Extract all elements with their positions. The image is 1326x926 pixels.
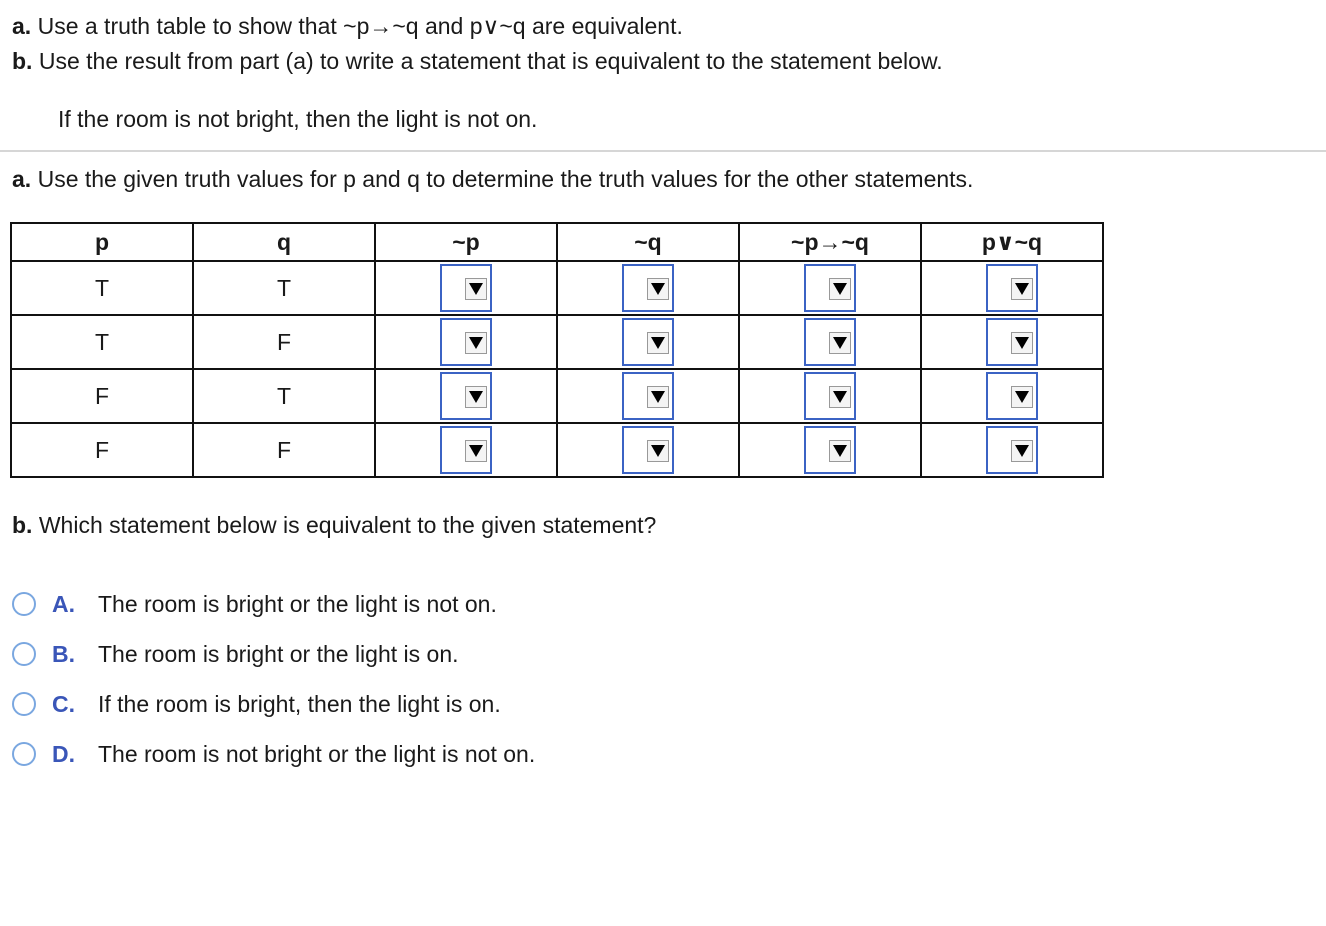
dropdown-arrow-icon[interactable] [1011, 278, 1033, 300]
prompt-part-b-label: b. [12, 48, 33, 74]
dropdown-arrow-icon[interactable] [829, 440, 851, 462]
dropdown-not-q[interactable] [622, 318, 674, 366]
cell-not-p [375, 315, 557, 369]
dropdown-arrow-icon[interactable] [647, 386, 669, 408]
header-not-p: ~p [375, 223, 557, 261]
dropdown-arrow-icon[interactable] [1011, 332, 1033, 354]
cell-not-p-implies-not-q [739, 261, 921, 315]
part-a-label: a. [12, 166, 32, 192]
prompt-part-a [12, 12, 683, 40]
dropdown-arrow-icon[interactable] [465, 332, 487, 354]
cell-q: T [193, 261, 375, 315]
cell-p-or-not-q [921, 261, 1103, 315]
header-p: p [11, 223, 193, 261]
prompt-part-a-label: a. [12, 13, 32, 39]
radio-circle-icon[interactable] [12, 592, 36, 616]
cell-p-or-not-q [921, 423, 1103, 477]
header-q: q [193, 223, 375, 261]
part-b-text: Which statement below is equivalent to the given statement? [38, 512, 657, 538]
header-not-p-implies-not-q: ~p→~q [739, 223, 921, 261]
table-row [11, 369, 1103, 423]
option-a-text: The room is bright or the light is not on. [98, 590, 497, 617]
dropdown-not-p[interactable] [440, 318, 492, 366]
option-c-letter: C. [52, 690, 75, 717]
table-row [11, 315, 1103, 369]
cell-p-or-not-q [921, 315, 1103, 369]
cell-not-p [375, 423, 557, 477]
option-c-text: If the room is bright, then the light is on. [98, 690, 501, 717]
dropdown-arrow-icon[interactable] [829, 386, 851, 408]
option-a[interactable] [12, 588, 497, 620]
cell-not-q [557, 261, 739, 315]
cell-not-p [375, 261, 557, 315]
option-b-letter: B. [52, 640, 75, 667]
option-b-text: The room is bright or the light is on. [98, 640, 459, 667]
cell-q: F [193, 423, 375, 477]
part-b-label: b. [12, 512, 33, 538]
table-row [11, 261, 1103, 315]
dropdown-not-p-implies-not-q[interactable] [804, 426, 856, 474]
option-a-letter: A. [52, 590, 75, 617]
table-row [11, 423, 1103, 477]
dropdown-not-p[interactable] [440, 264, 492, 312]
radio-circle-icon[interactable] [12, 692, 36, 716]
option-b[interactable] [12, 638, 459, 670]
dropdown-arrow-icon[interactable] [1011, 440, 1033, 462]
cell-not-p [375, 369, 557, 423]
option-c[interactable] [12, 688, 501, 720]
part-b-question [12, 511, 656, 539]
part-a-instruction [12, 165, 973, 193]
dropdown-not-p-implies-not-q[interactable] [804, 372, 856, 420]
dropdown-arrow-icon[interactable] [829, 332, 851, 354]
cell-not-p-implies-not-q [739, 369, 921, 423]
truth-table [10, 222, 1104, 478]
dropdown-not-p-implies-not-q[interactable] [804, 264, 856, 312]
header-p-or-not-q: p∨~q [921, 223, 1103, 261]
cell-not-q [557, 423, 739, 477]
dropdown-not-p[interactable] [440, 372, 492, 420]
prompt-part-a-text: Use a truth table to show that ~p→~q and p∨~q are equivalent. [37, 13, 683, 39]
header-not-q: ~q [557, 223, 739, 261]
dropdown-p-or-not-q[interactable] [986, 426, 1038, 474]
dropdown-p-or-not-q[interactable] [986, 372, 1038, 420]
part-a-text: Use the given truth values for p and q to determine the truth values for the other statements. [37, 166, 974, 192]
dropdown-not-p[interactable] [440, 426, 492, 474]
prompt-part-b [12, 47, 943, 75]
dropdown-arrow-icon[interactable] [647, 440, 669, 462]
cell-not-q [557, 315, 739, 369]
cell-p: T [11, 315, 193, 369]
dropdown-arrow-icon[interactable] [465, 386, 487, 408]
dropdown-arrow-icon[interactable] [647, 332, 669, 354]
cell-p: F [11, 423, 193, 477]
option-d-letter: D. [52, 740, 75, 767]
dropdown-arrow-icon[interactable] [1011, 386, 1033, 408]
given-statement: If the room is not bright, then the light is not on. [58, 106, 538, 132]
radio-circle-icon[interactable] [12, 642, 36, 666]
dropdown-arrow-icon[interactable] [465, 440, 487, 462]
truth-table-header-row [11, 223, 1103, 261]
dropdown-p-or-not-q[interactable] [986, 264, 1038, 312]
cell-p-or-not-q [921, 369, 1103, 423]
dropdown-arrow-icon[interactable] [829, 278, 851, 300]
dropdown-arrow-icon[interactable] [465, 278, 487, 300]
dropdown-not-q[interactable] [622, 264, 674, 312]
dropdown-not-q[interactable] [622, 426, 674, 474]
section-divider [0, 150, 1326, 152]
dropdown-not-p-implies-not-q[interactable] [804, 318, 856, 366]
dropdown-p-or-not-q[interactable] [986, 318, 1038, 366]
cell-p: F [11, 369, 193, 423]
cell-not-q [557, 369, 739, 423]
cell-not-p-implies-not-q [739, 423, 921, 477]
cell-not-p-implies-not-q [739, 315, 921, 369]
cell-q: F [193, 315, 375, 369]
cell-q: T [193, 369, 375, 423]
option-d-text: The room is not bright or the light is not on. [98, 740, 536, 767]
option-d[interactable] [12, 738, 535, 770]
prompt-part-b-text: Use the result from part (a) to write a statement that is equivalent to the statement below. [38, 48, 943, 74]
radio-circle-icon[interactable] [12, 742, 36, 766]
dropdown-arrow-icon[interactable] [647, 278, 669, 300]
cell-p: T [11, 261, 193, 315]
dropdown-not-q[interactable] [622, 372, 674, 420]
